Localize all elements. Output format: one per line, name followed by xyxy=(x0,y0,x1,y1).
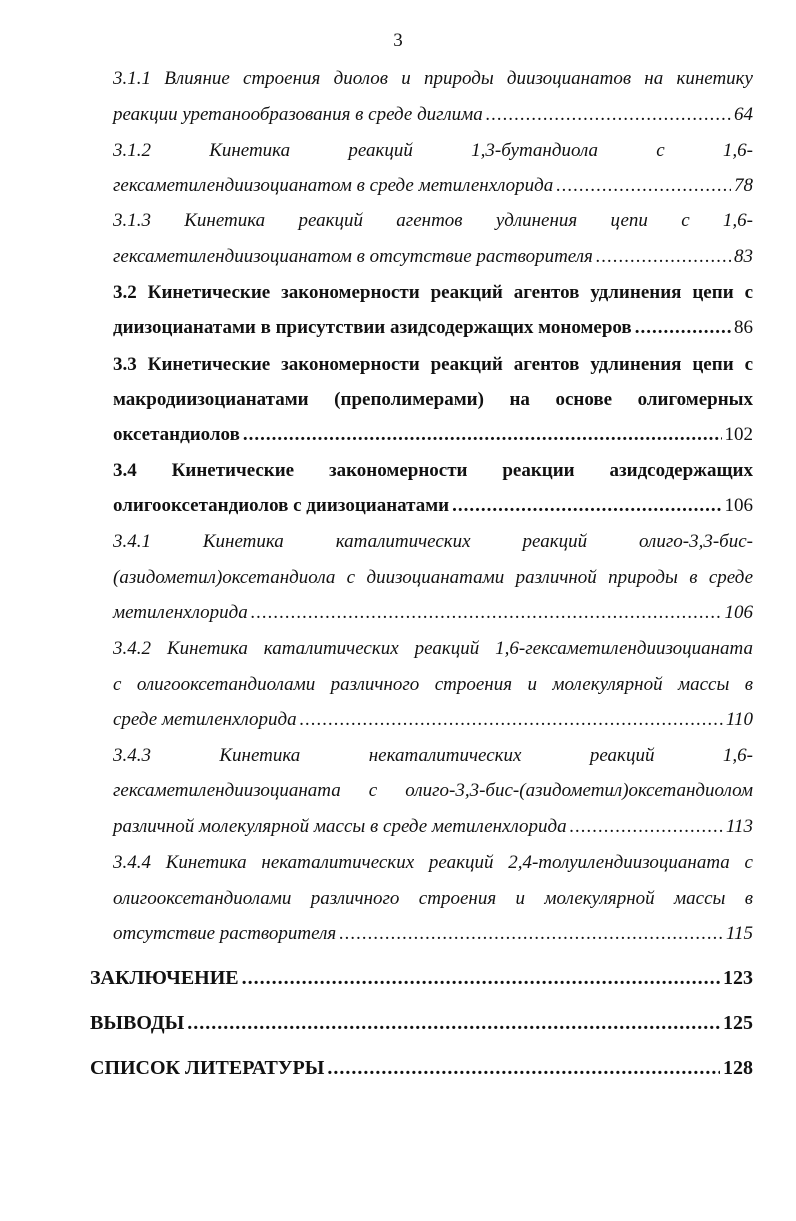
dot-leader xyxy=(635,313,731,343)
toc-word: Кинетика xyxy=(219,745,301,766)
toc-line xyxy=(113,884,753,914)
toc-line xyxy=(113,64,753,94)
toc-word: реакций xyxy=(348,140,413,161)
toc-line-text: реакции уретанообразования в среде диглима xyxy=(113,104,483,125)
toc-word: реакции xyxy=(502,460,575,481)
toc-line-text: олигооксетандиолов с диизоцианатами xyxy=(113,495,450,516)
toc-word: Кинетика xyxy=(184,210,266,231)
dot-leader xyxy=(242,963,720,993)
toc-line-text: 3.1.1 Влияние строения диолов и природы диизоцианатов на кинетику xyxy=(113,68,753,89)
toc-line xyxy=(90,963,753,993)
toc-page-number: 115 xyxy=(725,923,753,944)
toc-line-text: среде метиленхлорида xyxy=(113,709,297,730)
dot-leader xyxy=(339,919,723,949)
dot-leader xyxy=(251,598,722,628)
toc-word: олиго-3,3-бис- xyxy=(639,531,753,552)
page-number: 3 xyxy=(393,30,403,51)
toc-line xyxy=(113,705,753,735)
toc-line xyxy=(113,598,753,628)
toc-word: 1,3-бутандиола xyxy=(471,140,599,161)
dot-leader xyxy=(596,242,731,272)
dot-leader xyxy=(486,100,731,130)
toc-line-text: метиленхлорида xyxy=(113,602,248,623)
toc-word: Кинетика xyxy=(209,140,291,161)
toc-word: 3.1.3 xyxy=(113,210,151,231)
toc-page-number: 78 xyxy=(734,175,753,196)
toc-word: 1,6- xyxy=(722,210,753,231)
toc-line-text: гексаметилендиизоцианатом в отсутствие растворителя xyxy=(113,246,593,267)
dot-leader xyxy=(556,171,731,201)
toc-word: олигомерных xyxy=(637,389,753,410)
toc-line-text: диизоцианатами в присутствии азидсодержащих мономеров xyxy=(113,317,632,338)
toc-line xyxy=(113,741,753,771)
toc-line xyxy=(113,456,753,486)
toc-word: азидсодержащих xyxy=(609,460,753,481)
toc-line xyxy=(113,812,753,842)
toc-page-number: 128 xyxy=(723,1057,753,1079)
toc-word: реакций xyxy=(298,210,364,231)
toc-word: 3.1.2 xyxy=(113,140,151,161)
toc-line-text: 3.4.4 Кинетика некаталитических реакций 2,4-толуилендиизоцианата с xyxy=(113,852,753,873)
toc-page-number: 125 xyxy=(723,1012,753,1034)
toc-line-text: олигооксетандиолами различного строения и молекулярной массы в xyxy=(113,888,753,909)
toc-word: 3.4.1 xyxy=(113,531,151,552)
toc-word: макродиизоцианатами xyxy=(113,389,309,410)
toc-line-text: гексаметилендиизоцианатом в среде метиленхлорида xyxy=(113,175,554,196)
toc-word: Кинетика xyxy=(202,531,284,552)
toc-line xyxy=(113,350,753,380)
toc-page-number: 102 xyxy=(724,424,753,445)
toc-line xyxy=(113,491,753,521)
toc-word: реакций xyxy=(522,531,588,552)
toc-line-text: 3.2 Кинетические закономерности реакций агентов удлинения цепи с xyxy=(113,282,753,303)
toc-page-number: 86 xyxy=(734,317,753,338)
toc-line xyxy=(113,136,753,166)
toc-word: 3.4 xyxy=(113,460,137,481)
toc-line-text: отсутствие растворителя xyxy=(113,923,337,944)
toc-page-number: 83 xyxy=(734,246,753,267)
toc-line-text: различной молекулярной массы в среде метиленхлорида xyxy=(113,816,567,837)
toc-line xyxy=(113,634,753,664)
toc-line-text: 3.4.2 Кинетика каталитических реакций 1,6-гексаметилендиизоцианата xyxy=(113,638,753,659)
toc-word: Кинетические xyxy=(171,460,295,481)
toc-word: с xyxy=(681,210,690,231)
toc-line-text: 3.3 Кинетические закономерности реакций агентов удлинения цепи с xyxy=(113,354,753,375)
dot-leader xyxy=(452,491,721,521)
toc-page-number: 110 xyxy=(725,709,753,730)
toc-line-text: оксетандиолов xyxy=(113,424,240,445)
toc-page-number: 64 xyxy=(734,104,753,125)
toc-line-text: ВЫВОДЫ xyxy=(90,1012,185,1034)
toc-word: 3.4.3 xyxy=(113,745,151,766)
toc-line-text: с олигооксетандиолами различного строения и молекулярной массы в xyxy=(113,674,753,695)
toc-word: 1,6- xyxy=(722,140,753,161)
toc-word: 1,6- xyxy=(722,745,753,766)
dot-leader xyxy=(187,1008,720,1038)
toc-line xyxy=(113,278,753,308)
toc-line-text: (азидометил)оксетандиола с диизоцианатами различной природы в среде xyxy=(113,567,753,588)
toc-line xyxy=(113,206,753,236)
toc-line xyxy=(113,242,753,272)
toc-word: на xyxy=(509,389,530,410)
toc-line xyxy=(113,776,753,806)
toc-word: основе xyxy=(555,389,613,410)
dot-leader xyxy=(570,812,723,842)
toc-line xyxy=(113,919,753,949)
toc-line xyxy=(113,527,753,557)
toc-word: (преполимерами) xyxy=(334,389,484,410)
dot-leader xyxy=(243,420,722,450)
toc-line xyxy=(113,100,753,130)
toc-word: реакций xyxy=(589,745,655,766)
toc-line-text: ЗАКЛЮЧЕНИЕ xyxy=(90,967,239,989)
toc-word: некаталитических xyxy=(368,745,522,766)
dot-leader xyxy=(300,705,723,735)
toc-line xyxy=(113,313,753,343)
toc-word: цепи xyxy=(610,210,648,231)
toc-page-number: 106 xyxy=(724,495,753,516)
toc-word: закономерности xyxy=(328,460,468,481)
dot-leader xyxy=(327,1053,720,1083)
toc-line xyxy=(113,385,753,415)
toc-line-text: СПИСОК ЛИТЕРАТУРЫ xyxy=(90,1057,325,1079)
toc-word: агентов xyxy=(396,210,463,231)
toc-line xyxy=(113,420,753,450)
toc-word: удлинения xyxy=(495,210,578,231)
toc-line xyxy=(113,171,753,201)
toc-word: с xyxy=(656,140,665,161)
toc-line xyxy=(90,1053,753,1083)
toc-word: каталитических xyxy=(335,531,471,552)
toc-line xyxy=(113,670,753,700)
toc-page-number: 113 xyxy=(725,816,753,837)
toc-page-number: 123 xyxy=(723,967,753,989)
toc-line xyxy=(113,848,753,878)
toc-line xyxy=(90,1008,753,1038)
toc-line-text: гексаметилендиизоцианата с олиго-3,3-бис-(азидометил)оксетандиолом xyxy=(113,780,753,801)
toc-line xyxy=(113,563,753,593)
toc-page-number: 106 xyxy=(724,602,753,623)
